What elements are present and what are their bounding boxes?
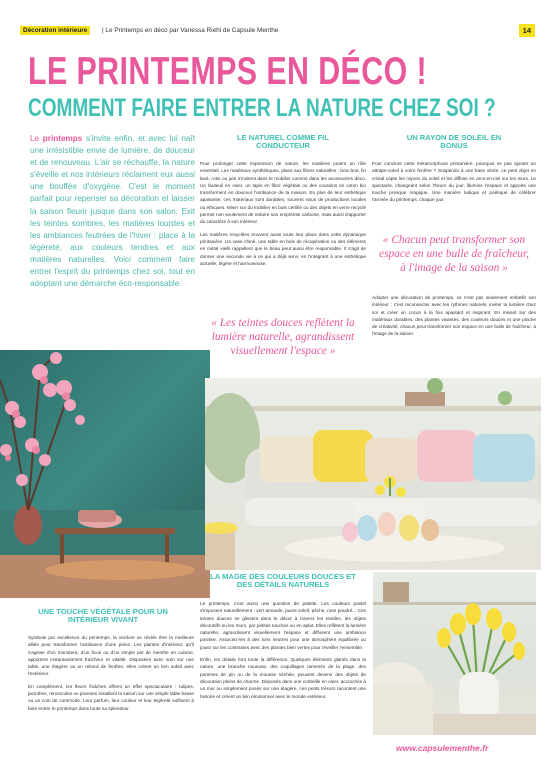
soleil-paragraph-1: Pour conclure cette métamorphose printanière, pourquoi ne pas ajouter un attrape-soleil à votre fenêtre ? Suspendu à une base vitrée, ce petit objet en cristal capte les rayons du soleil et les diffuse en arcs-en-ciel sur les murs. Le spectacle, changeant selon l'heure du jour, illumine l'espace et apporte une touche presque magique. Une manière ludique et poétique de célébrer l'arrivée du printemps, chaque jour. (372, 161, 536, 203)
vegetale-paragraph-1: Symbole par excellence du printemps, la verdure se révèle être la meilleure alliée pour transformer l'ambiance d'une pièce. Les plantes d'intérieur, qu'il s'agisse d'un monstera, d'un ficus ou d'un simple pot de menthe en cuisine, apportent instantanément fraîcheur et vitalité. Disposées avec soin sur une table, une étagère ou un rebord de fenêtre, elles créent un lien subtil avec l'extérieur. (28, 635, 194, 677)
heading-soleil: UN RAYON DE SOLEIL EN BONUS (406, 133, 502, 150)
page-number: 14 (519, 24, 535, 37)
column-naturel (200, 160, 366, 272)
sofa-illustration (205, 378, 541, 570)
quote-naturel: « Les teintes douces reflètent la lumière naturelle, agrandissent visuellement l'espace » (211, 317, 355, 358)
sofa-easter-photo (205, 378, 541, 570)
tulips-illustration (373, 572, 536, 735)
intro-paragraph (30, 133, 195, 290)
page-title: LE PRINTEMPS EN DÉCO ! (28, 50, 428, 93)
column-soleil-1 (372, 160, 536, 209)
heading-couleurs: LA MAGIE DES COULEURS DOUCES ET DES DÉTAILS NATURELS (210, 572, 356, 589)
heading-naturel: LE NATUREL COMME FIL CONDUCTEUR (236, 133, 330, 150)
blossom-illustration (0, 350, 210, 598)
tulips-photo (373, 572, 536, 735)
naturel-paragraph-1: Pour prolonger cette impression de nature, les matières jouent un rôle essentiel. Les matériaux synthétiques, place aux fibres naturelles : bois brut, lin lavé, rotin ou jute s'invitent dans le mobilier comme dans les accessoires déco. Un fauteuil en osier, un tapis en fibre végétale ou des coussins en coton bio transforment en douceur l'ambiance de la maison. En plus de leur esthétique apaisante, ces matériaux sont durables, souvent issus de productions locales ou éthiques. Miser sur du mobilier en bois certifié ou des objets en verre recyclé permet non seulement de réduire son empreinte carbone, mais aussi d'apporter du caractère à son intérieur. (200, 161, 366, 225)
quote-soleil: « Chacun peut transformer son espace en une bulle de fraîcheur, à l'image de la saison » (379, 234, 529, 275)
page-header (20, 24, 535, 39)
column-couleurs (200, 600, 366, 705)
naturel-paragraph-2: Les matières recyclées trouvent aussi toute leur place dans cette dynamique printanière. Un vase chiné, une table en bois de récupération ou des éléments en métal vieilli rappellent que le beau peut aussi être responsable. Il s'agit de donner une seconde vie à ce qui a déjà servi, en l'intégrant à une esthétique actuelle, légère et harmonieuse. (200, 231, 366, 266)
couleurs-paragraph-2: Enfin, les détails font toute la différence. Quelques éléments glanés dans la nature, une branche noueuse, des coquillages ramenés de la plage, des pommes de pin ou de la mousse séchée, peuvent devenir des objets de décoration pleins de charme. Disposés dans une corbeille en osier, accrochés à un mur ou simplement posés sur une étagère, ces petits trésors racontent une histoire et créent un lien émotionnel avec le monde extérieur. (200, 657, 366, 699)
website-link[interactable]: www.capsulementhe.fr (396, 743, 489, 753)
header-text: | Le Printemps en déco par Vanessa Riehl de Capsule Menthe (102, 27, 279, 34)
page-subtitle: COMMENT FAIRE ENTRER LA NATURE CHEZ SOI ? (28, 94, 496, 122)
intro-lead-bold: printemps (42, 134, 83, 143)
column-soleil-2 (372, 294, 536, 343)
vegetale-paragraph-2: En complément, les fleurs fraîches offrent un effet spectaculaire : tulipes, jacinthes, renoncules ou pivoines installent la saison sur une simple table basse ou un coin de commode. Leur parfum, leur couleur et leur légèreté suffisent à faire entrer le printemps dans toute sa splendeur. (28, 683, 194, 711)
intro-body: s'invite enfin, et avec lui naît une irrésistible envie de lumière, de douceur et de renouveau. L'air se réchauffe, la nature s'éveille et nos intérieurs réclament eux aussi une bouffée d'oxygène. C'est le moment parfait pour repenser sa décoration et laisser la saison fleurir jusque dans son salon. Exit les teintes sombres, les matières lourdes et les ambiances feutrées de l'hiver : place à la légèreté, aux couleurs tendres et aux matières naturelles. Voici comment faire entrer l'esprit du printemps chez soi, tout en adoptant une démarche éco-responsable. (30, 134, 196, 289)
soleil-paragraph-2: Adopter une décoration de printemps, ce n'est pas seulement embellir son intérieur : c'est reconnecter avec les rythmes naturels, inviter la lumière chez soi et créer un cocon à la fois apaisant et inspirant. En misant sur des matériaux durables, des plantes vivantes, des couleurs douces et une pincée de créativité, chacun peut transformer son espace en une bulle de fraîcheur, à l'image de la saison. (372, 295, 536, 337)
column-vegetale (28, 634, 194, 717)
blossom-vase-photo (0, 350, 210, 598)
couleurs-paragraph-1: Le printemps, c'est aussi une question de palette. Les couleurs pastel s'imposent naturellement : vert amande, jaune soleil, pêche, rose poudré... Ces teintes douces se glissent dans le décor à travers les textiles, les objets décoratifs ou les murs, par petites touches ou en aplat. Elles reflètent la lumière naturelle, agrandissent visuellement l'espace et diffusent une ambiance positive. Associez-les à des tons neutres pour une atmosphère équilibrée ou jouez sur les contrastes avec des plantes bien vertes pour réveiller l'ensemble. (200, 601, 366, 650)
section-label: Décoration intérieure (20, 26, 90, 35)
heading-vegetale: UNE TOUCHE VÉGÉTALE POUR UN INTÉRIEUR VIVANT (38, 607, 168, 624)
intro-lead: Le (30, 134, 43, 143)
